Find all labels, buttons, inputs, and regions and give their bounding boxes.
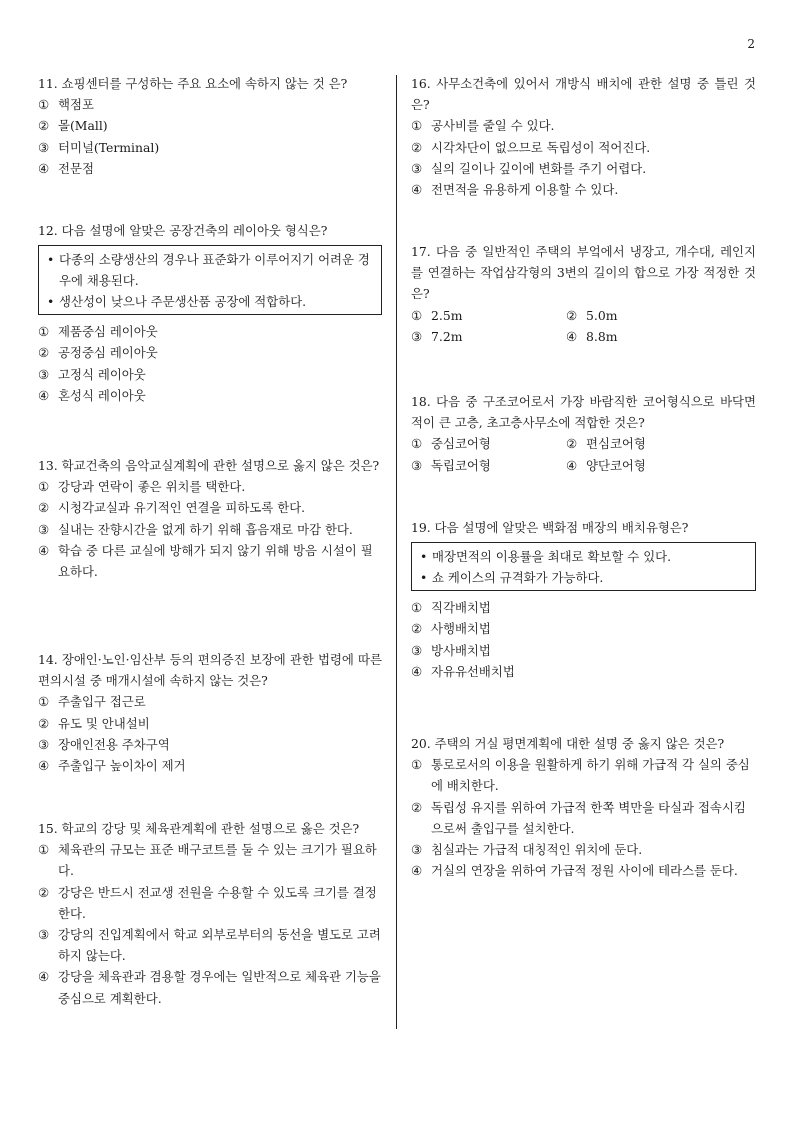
option-3: ③ 터미널(Terminal) <box>38 139 160 155</box>
option-2: ② 시청각교실과 유기적인 연결을 피하도록 한다. <box>38 500 306 516</box>
option-4: ④ 강당을 체육관과 겸용할 경우에는 일반적으로 체육관 기능을 중심으로 계획한다. <box>38 969 381 1006</box>
question-18 <box>411 391 756 476</box>
question-16 <box>411 73 756 200</box>
option-3: ③ 독립코어형 <box>411 457 491 473</box>
option-3: ③ 실의 길이나 깊이에 변화를 주기 어렵다. <box>411 160 647 176</box>
option-1: ① 통로로서의 이용을 원활하게 하기 위해 가급적 각 실의 중심에 배치한다. <box>411 757 750 794</box>
question-stem: 13. 학교건축의 음악교실계획에 관한 설명으로 옳지 않은 것은? <box>38 458 380 473</box>
option-2: ② 시각차단이 없으므로 독립성이 적어진다. <box>411 139 651 155</box>
option-4: ④ 자유유선배치법 <box>411 663 515 679</box>
option-1: ① 중심코어형 <box>411 436 491 452</box>
option-4: ④ 주출입구 높이차이 제거 <box>38 758 186 774</box>
option-3: ③ 고정식 레이아웃 <box>38 366 146 382</box>
option-1: ① 강당과 연락이 좋은 위치를 택한다. <box>38 479 246 495</box>
page-number: 2 <box>747 37 755 51</box>
option-grid <box>411 433 756 475</box>
option-3: ③ 강당의 진입계획에서 학교 외부로부터의 동선을 별도로 고려하지 않는다. <box>38 927 381 964</box>
description-box <box>38 245 382 315</box>
option-2: ② 강당은 반드시 전교생 전원을 수용할 수 있도록 크기를 결정한다. <box>38 884 377 921</box>
question-20 <box>411 733 756 881</box>
question-stem: 17. 다음 중 일반적인 주택의 부엌에서 냉장고, 개수대, 레인지를 연결하는 작업삼각형의 3변의 길이의 합으로 가장 적정한 것은? <box>411 244 756 302</box>
box-item: • 쇼 케이스의 규격화가 가능하다. <box>420 570 604 586</box>
option-4: ④ 거실의 연장을 위하여 가급적 정원 사이에 테라스를 둔다. <box>411 863 738 879</box>
option-4: ④ 혼성식 레이아웃 <box>38 387 146 403</box>
option-3: ③ 실내는 잔향시간을 없게 하기 위해 흡음재로 마감 한다. <box>38 521 353 537</box>
option-4: ④ 학습 중 다른 교실에 방해가 되지 않기 위해 방음 시설이 필요하다. <box>38 542 373 580</box>
option-2: ② 몰(Mall) <box>38 118 108 134</box>
question-stem: 16. 사무소건축에 있어서 개방식 배치에 관한 설명 중 틀린 것은? <box>411 76 756 113</box>
box-item: • 생산성이 낮으나 주문생산품 공장에 적합하다. <box>47 294 307 310</box>
question-14 <box>38 649 382 776</box>
option-4: ④ 8.8m <box>566 328 618 344</box>
option-3: ③ 7.2m <box>411 328 463 344</box>
option-1: ① 체육관의 규모는 표준 배구코트를 둘 수 있는 크기가 필요하다. <box>38 842 377 879</box>
option-2: ② 사행배치법 <box>411 621 491 637</box>
option-1: ① 공사비를 줄일 수 있다. <box>411 118 555 134</box>
option-2: ② 5.0m <box>566 307 618 323</box>
option-2: ② 독립성 유지를 위하여 가급적 한쪽 벽만을 타실과 접속시킴으로써 출입구를 설치한다. <box>411 799 746 836</box>
option-grid <box>411 305 756 347</box>
option-3: ③ 방사배치법 <box>411 642 491 658</box>
option-3: ③ 장애인전용 주차구역 <box>38 736 170 752</box>
question-19 <box>411 517 756 682</box>
question-stem: 20. 주택의 거실 평면계획에 대한 설명 중 옳지 않은 것은? <box>411 736 725 751</box>
option-1: ① 직각배치법 <box>411 600 491 616</box>
option-2: ② 유도 및 안내설비 <box>38 715 150 731</box>
box-item: • 다종의 소량생산의 경우나 표준화가 이루어지기 어려운 경우에 채용된다. <box>47 252 370 289</box>
option-4: ④ 전문점 <box>38 160 94 176</box>
question-stem: 12. 다음 설명에 알맞은 공장건축의 레이아웃 형식은? <box>38 223 328 238</box>
question-stem: 15. 학교의 강당 및 체육관계획에 관한 설명으로 옳은 것은? <box>38 821 360 836</box>
question-stem: 11. 쇼핑센터를 구성하는 주요 요소에 속하지 않는 것 은? <box>38 76 348 91</box>
option-1: ① 제품중심 레이아웃 <box>38 324 158 340</box>
option-1: ① 주출입구 접근로 <box>38 694 146 710</box>
description-box <box>411 542 756 591</box>
box-item: • 매장면적의 이용률을 최대로 확보할 수 있다. <box>420 549 672 565</box>
option-4: ④ 전면적을 유용하게 이용할 수 있다. <box>411 182 619 198</box>
question-15 <box>38 818 382 1009</box>
question-11 <box>38 73 382 179</box>
option-1: ① 핵점포 <box>38 97 94 113</box>
option-2: ② 편심코어형 <box>566 436 646 452</box>
question-stem: 14. 장애인·노인·임산부 등의 편의증진 보장에 관한 법령에 따른 편의시설 중 매개시설에 속하지 않는 것은? <box>38 652 382 689</box>
option-3: ③ 침실과는 가급적 대칭적인 위치에 둔다. <box>411 842 643 858</box>
option-4: ④ 양단코어형 <box>566 457 646 473</box>
question-13 <box>38 455 382 582</box>
option-2: ② 공정중심 레이아웃 <box>38 345 158 361</box>
question-stem: 18. 다음 중 구조코어로서 가장 바람직한 코어형식으로 바닥면적이 큰 고층, 초고층사무소에 적합한 것은? <box>411 394 756 431</box>
question-12 <box>38 220 382 406</box>
column-divider <box>396 75 397 1029</box>
question-stem: 19. 다음 설명에 알맞은 백화점 매장의 배치유형은? <box>411 520 689 535</box>
option-1: ① 2.5m <box>411 307 463 323</box>
question-17 <box>411 241 756 347</box>
